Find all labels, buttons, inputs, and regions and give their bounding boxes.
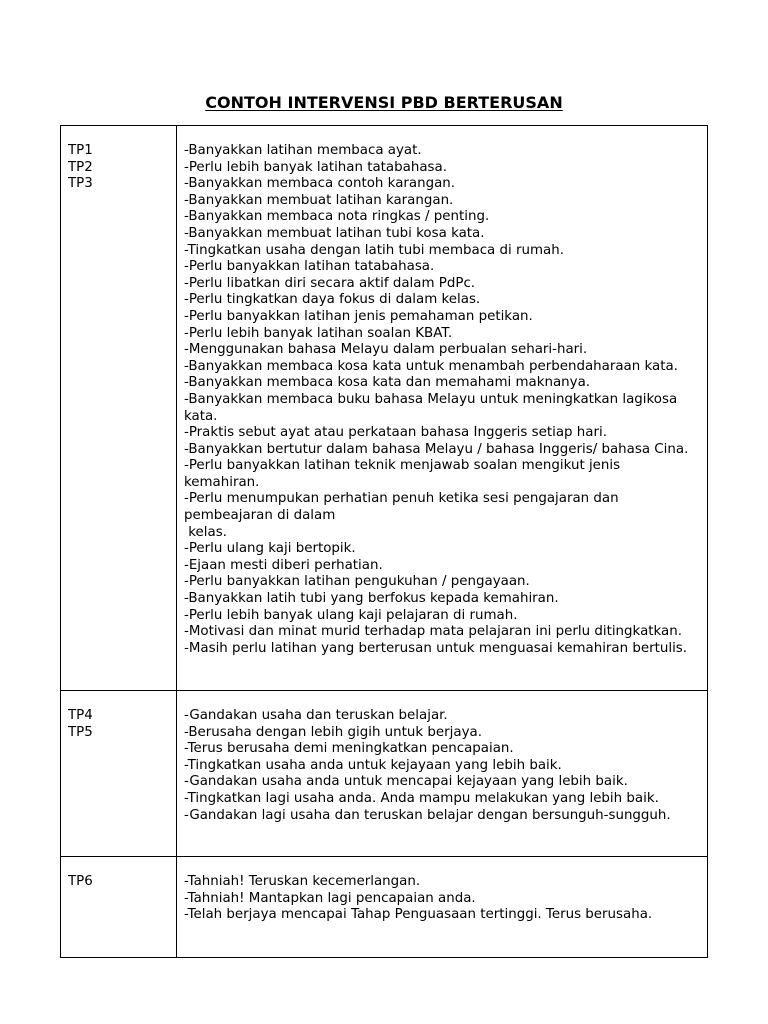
intervention-line: -Gandakan usaha dan teruskan belajar.: [184, 708, 448, 723]
intervention-line: -Perlu banyakkan latihan pengukuhan / pengayaan.: [184, 574, 530, 590]
intervention-table: [60, 125, 708, 958]
intervention-line: -Perlu menumpukan perhatian penuh ketika sesi pengajaran dan: [184, 491, 619, 507]
level-label: TP4: [68, 708, 93, 723]
intervention-line: -Perlu ulang kaji bertopik.: [184, 541, 356, 557]
intervention-line: -Perlu lebih banyak latihan soalan KBAT.: [184, 325, 453, 341]
intervention-line: -Gandakan lagi usaha dan teruskan belajar dengan bersunguh-sungguh.: [184, 807, 671, 823]
page-title: [0, 93, 768, 113]
intervention-line: -Banyakkan membaca kosa kata dan memahami maknanya.: [184, 375, 591, 391]
table-row-tp6: [61, 857, 708, 958]
intervention-line: -Terus berusaha demi meningkatkan pencapaian.: [184, 741, 514, 757]
intervention-line: -Banyakkan latihan membaca ayat.: [184, 143, 422, 158]
intervention-line: -Telah berjaya mencapai Tahap Penguasaan tertinggi. Terus berusaha.: [184, 907, 653, 923]
intervention-line: -Perlu libatkan diri secara aktif dalam PdPc.: [184, 275, 476, 291]
intervention-line: -Perlu lebih banyak ulang kaji pelajaran di rumah.: [184, 607, 518, 623]
level-cell-tp4-tp5: [61, 691, 177, 857]
intervention-line: -Tahniah! Mantapkan lagi pencapaian anda.: [184, 890, 476, 906]
intervention-line: -Perlu banyakkan latihan teknik menjawab soalan mengikut jenis: [184, 458, 621, 474]
level-cell-tp1-tp3: [61, 126, 177, 691]
level-label: TP1: [68, 143, 93, 158]
intervention-line: -Praktis sebut ayat atau perkataan bahasa Inggeris setiap hari.: [184, 425, 607, 441]
intervention-cell-tp1-tp3: [177, 126, 708, 691]
intervention-line: -Perlu tingkatkan daya fokus di dalam kelas.: [184, 292, 481, 308]
intervention-line: -Menggunakan bahasa Melayu dalam perbualan sehari-hari.: [184, 342, 588, 358]
intervention-line: -Banyakkan membaca contoh karangan.: [184, 176, 456, 192]
intervention-line: pembeajaran di dalam: [184, 508, 336, 524]
intervention-line: -Banyakkan membaca buku bahasa Melayu untuk meningkatkan lagikosa: [184, 391, 678, 407]
intervention-line: -Motivasi dan minat murid terhadap mata pelajaran ini perlu ditingkatkan.: [184, 624, 682, 640]
table-row-tp4-tp5: [61, 691, 708, 857]
intervention-line: kemahiran.: [184, 474, 260, 490]
level-cell-tp6: [61, 857, 177, 958]
intervention-line: -Ejaan mesti diberi perhatian.: [184, 557, 383, 573]
intervention-line: -Perlu lebih banyak latihan tatabahasa.: [184, 159, 447, 175]
intervention-line: -Banyakkan latih tubi yang berfokus kepada kemahiran.: [184, 591, 559, 607]
intervention-line: -Banyakkan membuat latihan karangan.: [184, 192, 454, 208]
intervention-line: -Tingkatkan usaha anda untuk kejayaan yang lebih baik.: [184, 757, 562, 773]
level-label: TP3: [68, 176, 93, 192]
intervention-line: -Tahniah! Teruskan kecemerlangan.: [184, 874, 421, 889]
intervention-line: -Tingkatkan usaha dengan latih tubi membaca di rumah.: [184, 242, 564, 258]
level-label: TP5: [68, 724, 93, 740]
intervention-line: -Banyakkan membaca kosa kata untuk menambah perbendaharaan kata.: [184, 358, 678, 374]
intervention-line: -Berusaha dengan lebih gigih untuk berjaya.: [184, 724, 482, 740]
intervention-line: -Banyakkan membuat latihan tubi kosa kata.: [184, 225, 485, 241]
intervention-cell-tp6: [177, 857, 708, 958]
intervention-line: kata.: [184, 408, 218, 424]
intervention-line: -Perlu banyakkan latihan tatabahasa.: [184, 259, 435, 275]
intervention-line: -Tingkatkan lagi usaha anda. Anda mampu melakukan yang lebih baik.: [184, 790, 659, 806]
table-row-tp1-tp3: [61, 126, 708, 691]
level-label: TP2: [68, 159, 93, 175]
intervention-line: kelas.: [184, 524, 227, 540]
level-label: TP6: [68, 874, 93, 889]
intervention-cell-tp4-tp5: [177, 691, 708, 857]
intervention-line: -Banyakkan membaca nota ringkas / penting.: [184, 209, 490, 225]
page-title-text: CONTOH INTERVENSI PBD BERTERUSAN: [205, 93, 563, 112]
intervention-line: -Gandakan usaha anda untuk mencapai kejayaan yang lebih baik.: [184, 774, 628, 790]
intervention-line: -Masih perlu latihan yang berterusan untuk menguasai kemahiran bertulis.: [184, 640, 688, 656]
intervention-line: -Perlu banyakkan latihan jenis pemahaman petikan.: [184, 308, 533, 324]
intervention-line: -Banyakkan bertutur dalam bahasa Melayu / bahasa Inggeris/ bahasa Cina.: [184, 441, 689, 457]
